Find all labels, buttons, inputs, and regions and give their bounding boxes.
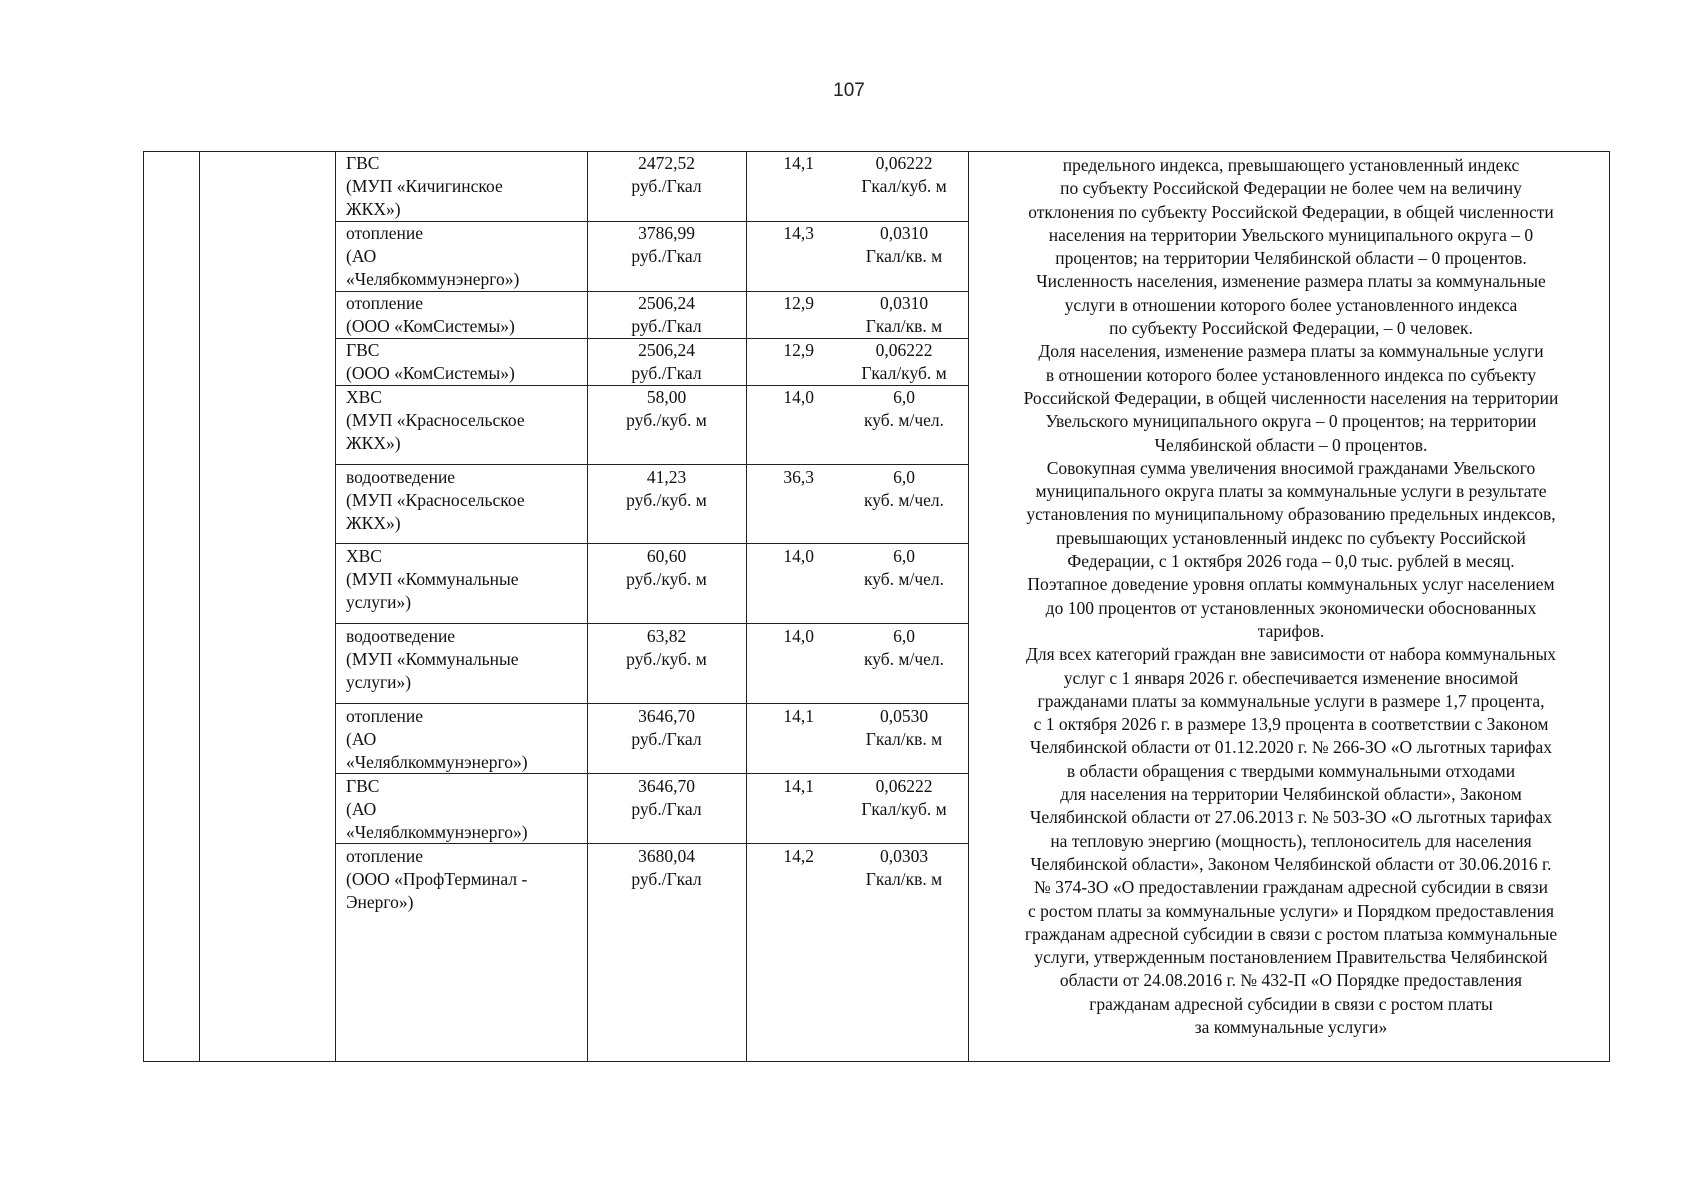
norm-cell: 6,0 куб. м/чел. xyxy=(863,467,945,510)
row-divider xyxy=(335,623,968,624)
tariff-cell: 63,82 руб./куб. м xyxy=(626,626,707,669)
tariff-cell: 3646,70 руб./Гкал xyxy=(631,776,702,819)
index-cell: 36,3 xyxy=(783,467,814,487)
row-divider xyxy=(335,464,968,465)
tariff-cell: 3646,70 руб./Гкал xyxy=(631,706,702,749)
index-cell: 14,0 xyxy=(783,546,814,566)
tariff-cell: 2506,24 руб./Гкал xyxy=(631,340,702,383)
norm-cell: 6,0 куб. м/чел. xyxy=(863,626,945,669)
norm-cell: 0,06222 Гкал/куб. м xyxy=(861,776,947,819)
column-divider xyxy=(199,152,200,1061)
column-divider xyxy=(746,152,747,1061)
index-cell: 14,2 xyxy=(783,846,814,866)
service-cell: отопление (АО «Челябкоммунэнерго») xyxy=(346,223,520,289)
service-cell: ГВС (ООО «КомСистемы») xyxy=(346,340,515,383)
column-divider xyxy=(587,152,588,1061)
index-cell: 14,0 xyxy=(783,387,814,407)
tariff-cell: 41,23 руб./куб. м xyxy=(626,467,707,510)
column-divider xyxy=(335,152,336,1061)
paragraph: Численность населения, изменение размера платы за коммунальные услуги в отношении которого более установленного индекса по субъекту Российской Федерации, – 0 человек. xyxy=(1036,271,1546,339)
tariff-cell: 60,60 руб./куб. м xyxy=(626,546,707,589)
index-cell: 14,0 xyxy=(783,626,814,646)
service-cell: водоотведение (МУП «Коммунальные услуги») xyxy=(346,626,519,692)
service-cell: ХВС (МУП «Красносельское ЖКХ») xyxy=(346,387,525,453)
index-cell: 12,9 xyxy=(783,340,814,360)
index-cell: 14,3 xyxy=(783,223,814,243)
service-cell: отопление (ООО «ПрофТерминал - Энерго») xyxy=(346,846,528,912)
service-cell: ХВС (МУП «Коммунальные услуги») xyxy=(346,546,519,612)
paragraph: Для всех категорий граждан вне зависимости от набора коммунальных услуг с 1 января 2026 г. обеспечивается изменение вносимой гражданами платы за коммунальные услуги в размере 1,7 процента, с 1 октября 2026 г. в размере 13,9 процента в соответствии с Законом Челябинской области от 01.12.2020 г. № 266-ЗО «О льготных тарифах в области обращения с твердыми коммунальными отходами для населения на территории Челябинской области», Законом Челябинской области от 27.06.2013 г. № 503-ЗО «О льготных тарифах на тепловую энергию (мощность), теплоноситель для населения Челябинской области», Законом Челябинской области от 30.06.2016 г. № 374-ЗО «О предоставлении гражданам адресной субсидии в связи с ростом платы за коммунальные услуги» и Порядком предоставления гражданам адресной субсидии в связи с ростом платыза коммунальные услуги, утвержденным постановлением Правительства Челябинской области от 24.08.2016 г. № 432-П «О Порядке предоставления гражданам адресной субсидии в связи с ростом платы за коммунальные услуги» xyxy=(1024,644,1558,1037)
tariff-cell: 58,00 руб./куб. м xyxy=(626,387,707,430)
service-cell: отопление (АО «Челяблкоммунэнерго») xyxy=(346,706,528,772)
service-cell: отопление (ООО «КомСистемы») xyxy=(346,293,515,336)
norm-cell: 0,0530 Гкал/кв. м xyxy=(865,706,943,749)
row-divider xyxy=(335,703,968,704)
tariff-cell: 2472,52 руб./Гкал xyxy=(631,153,702,196)
tariff-cell: 3786,99 руб./Гкал xyxy=(631,223,702,266)
tariff-table xyxy=(143,151,1610,1062)
norm-cell: 0,06222 Гкал/куб. м xyxy=(861,153,947,196)
paragraph: Поэтапное доведение уровня оплаты коммунальных услуг населением до 100 процентов от установленных экономически обоснованных тарифов. xyxy=(1027,574,1555,641)
norm-cell: 0,0310 Гкал/кв. м xyxy=(865,293,943,336)
index-cell: 12,9 xyxy=(783,293,814,313)
norm-cell: 6,0 куб. м/чел. xyxy=(863,546,945,589)
description-column xyxy=(974,154,1608,1039)
norm-cell: 6,0 куб. м/чел. xyxy=(863,387,945,430)
tariff-cell: 2506,24 руб./Гкал xyxy=(631,293,702,336)
page-number: 107 xyxy=(833,80,865,101)
service-cell: водоотведение (МУП «Красносельское ЖКХ») xyxy=(346,467,525,533)
column-divider xyxy=(968,152,969,1061)
index-cell: 14,1 xyxy=(783,776,814,796)
paragraph: Доля населения, изменение размера платы за коммунальные услуги в отношении которого более установленного индекса по субъекту Российской Федерации, в общей численности населения на территории Увельского муниципального округа – 0 процентов; на территории Челябинской области – 0 процентов. xyxy=(1023,341,1559,455)
tariff-cell: 3680,04 руб./Гкал xyxy=(631,846,702,889)
index-cell: 14,1 xyxy=(783,153,814,173)
paragraph: предельного индекса, превышающего установленный индекс по субъекту Российской Федерации не более чем на величину отклонения по субъекту Российской Федерации, в общей численности населения на территории Увельского муниципального округа – 0 процентов; на территории Челябинской области – 0 процентов. xyxy=(1028,155,1554,269)
norm-cell: 0,06222 Гкал/куб. м xyxy=(861,340,947,383)
norm-cell: 0,0303 Гкал/кв. м xyxy=(865,846,943,889)
paragraph: Совокупная сумма увеличения вносимой гражданами Увельского муниципального округа платы за коммунальные услуги в результате установления по муниципальному образованию предельных индексов, превышающих установленный индекс по субъекту Российской Федерации, с 1 октября 2026 года – 0,0 тыс. рублей в месяц. xyxy=(1026,457,1556,572)
service-cell: ГВС (АО «Челяблкоммунэнерго») xyxy=(346,776,528,842)
norm-cell: 0,0310 Гкал/кв. м xyxy=(865,223,943,266)
index-cell: 14,1 xyxy=(783,706,814,726)
row-divider xyxy=(335,543,968,544)
service-cell: ГВС (МУП «Кичигинское ЖКХ») xyxy=(346,153,503,219)
